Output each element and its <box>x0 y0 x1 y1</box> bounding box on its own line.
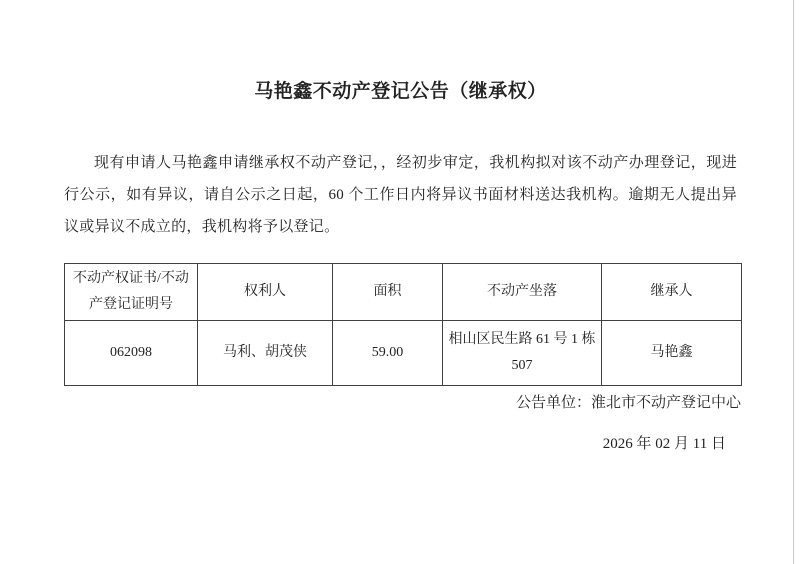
notice-title: 马艳鑫不动产登记公告（继承权） <box>254 81 547 102</box>
header-rights-holder: 权利人 <box>198 264 333 321</box>
cell-area: 59.00 <box>333 321 443 386</box>
header-area: 面积 <box>333 264 443 321</box>
header-property-location: 不动产坐落 <box>443 264 602 321</box>
issuer-line: 公告单位：淮北市不动产登记中心 <box>515 395 741 411</box>
cell-inheritor: 马艳鑫 <box>602 321 742 386</box>
cell-rights-holder: 马利、胡茂侠 <box>198 321 333 386</box>
table-row <box>65 321 742 386</box>
header-inheritor: 继承人 <box>602 264 742 321</box>
cell-property-location: 相山区民生路 61 号 1 栋 507 <box>443 321 602 386</box>
table-header-row <box>65 264 742 321</box>
notice-body-paragraph: 现有申请人马艳鑫申请继承权不动产登记，，经初步审定，我机构拟对该不动产办理登记，现进行公示，如有异议，请自公示之日起，60 个工作日内将异议书面材料送达我机构。逾期无人提出异议或异议不成立的，我机构将予以登记。 <box>64 155 737 235</box>
property-registration-table <box>64 263 742 386</box>
date-line: 2026 年 02 月 11 日 <box>602 436 726 452</box>
page-right-edge-line <box>793 0 794 564</box>
cell-cert-number: 062098 <box>65 321 198 386</box>
header-cert-number: 不动产权证书/不动产登记证明号 <box>65 264 198 321</box>
